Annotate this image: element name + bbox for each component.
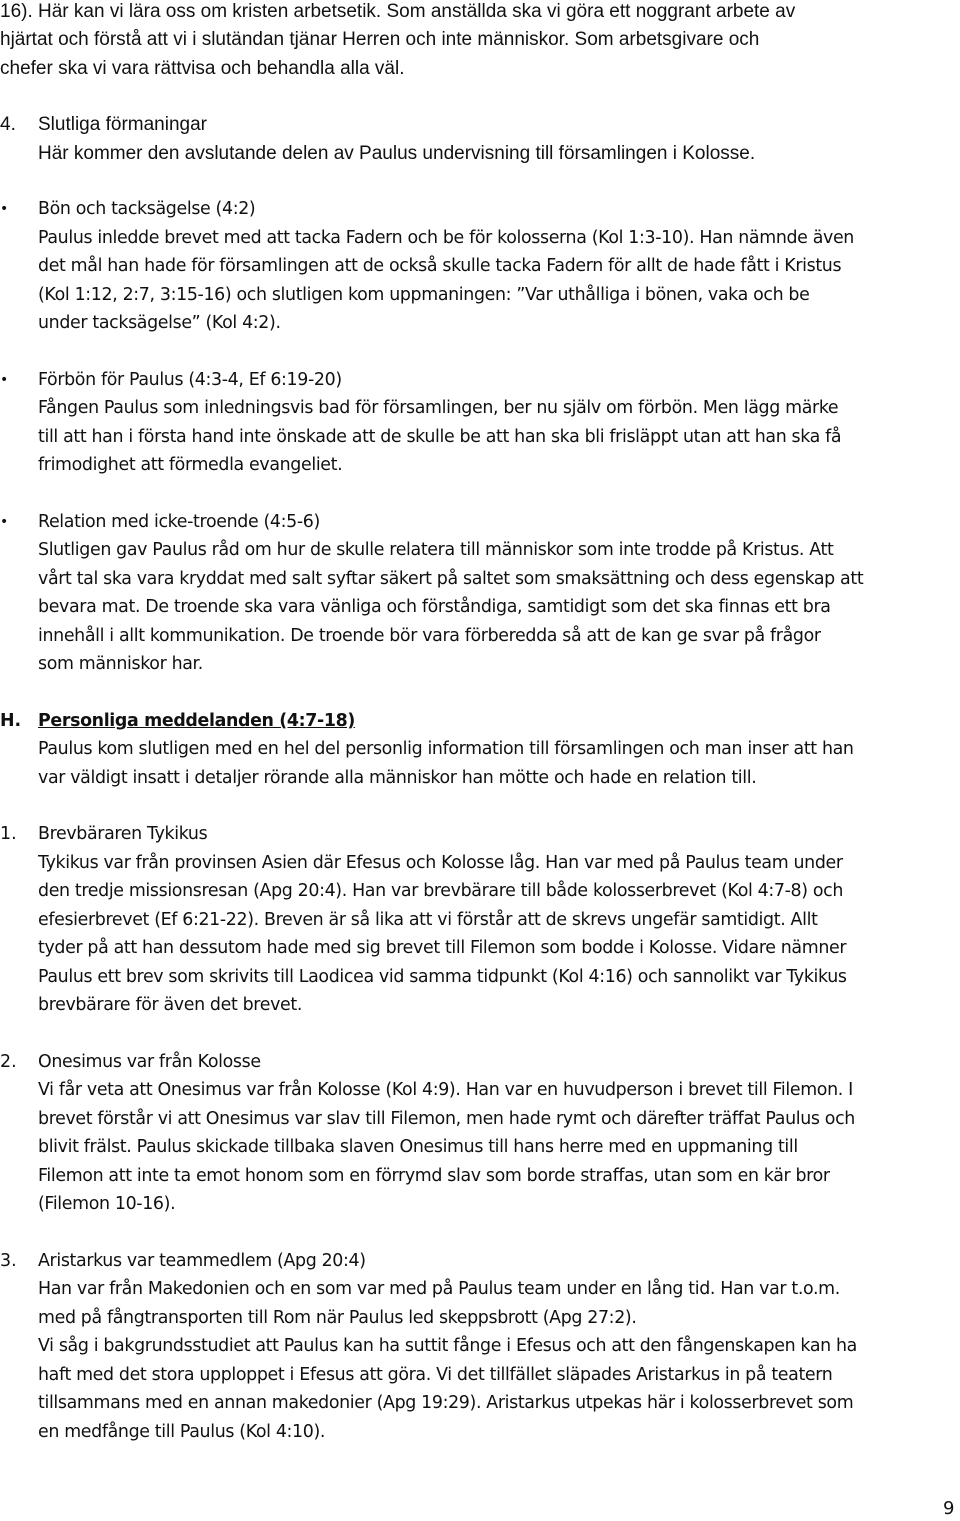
item-line: brevet förstår vi att Onesimus var slav till Filemon, men hade rymt och därefter träffat Paulus och: [38, 1109, 855, 1129]
bullet-title: Bön och tacksägelse (4:2): [38, 199, 256, 219]
item-title: Aristarkus var teammedlem (Apg 20:4): [38, 1251, 366, 1271]
section-h-letter: H.: [0, 711, 22, 731]
bullet-line: det mål han hade för församlingen att de också skulle tacka Fadern för allt de hade fått i Kristus: [38, 256, 842, 276]
item-line: Han var från Makedonien och en som var med på Paulus team under en lång tid. Han var t.o.m.: [38, 1279, 840, 1299]
bullet-line: (Kol 1:12, 2:7, 3:15-16) och slutligen kom uppmaningen: ”Var uthålliga i bönen, vaka och be: [38, 285, 810, 305]
bullet-line: som människor har.: [38, 654, 203, 674]
item-line: den tredje missionsresan (Apg 20:4). Han var brevbärare till både kolosserbrevet (Kol 4:7-8) och: [38, 881, 844, 901]
item-line: efesierbrevet (Ef 6:21-22). Breven är så lika att vi förstår att de skrevs ungefär samtidigt. Allt: [38, 910, 818, 930]
bullet-title: Förbön för Paulus (4:3-4, Ef 6:19-20): [38, 370, 342, 390]
section-h-line: var väldigt insatt i detaljer rörande alla människor han mötte och hade en relation till.: [38, 768, 757, 788]
item-line: blivit frälst. Paulus skickade tillbaka slaven Onesimus till hans herre med en uppmaning till: [38, 1137, 798, 1157]
bullet-line: under tacksägelse” (Kol 4:2).: [38, 313, 281, 333]
bullet-line: Paulus inledde brevet med att tacka Fadern och be för kolosserna (Kol 1:3-10). Han nämnde även: [38, 228, 854, 248]
item-number: 2.: [0, 1052, 17, 1072]
item-number: 1.: [0, 824, 17, 844]
page-number: 9: [943, 1498, 955, 1519]
bullet-line: frimodighet att förmedla evangeliet.: [38, 455, 343, 475]
item-line: brevbärare för även det brevet.: [38, 995, 303, 1015]
section-h-line: Paulus kom slutligen med en hel del personlig information till församlingen och man inser att han: [38, 739, 854, 759]
intro-line: 16). Här kan vi lära oss om kristen arbetsetik. Som anställda ska vi göra ett noggrant arbete av: [0, 1, 796, 22]
item-title: Onesimus var från Kolosse: [38, 1052, 261, 1072]
bullet-icon: •: [0, 372, 9, 388]
bullet-icon: •: [0, 201, 9, 217]
bullet-icon: •: [0, 514, 9, 530]
item-line: tyder på att han dessutom hade med sig brevet till Filemon som bodde i Kolosse. Vidare nämner: [38, 938, 847, 958]
section-4-text: Här kommer den avslutande delen av Paulus undervisning till församlingen i Kolosse.: [38, 143, 756, 164]
item-line: tillsammans med en annan makedonier (Apg 19:29). Aristarkus utpekas här i kolosserbrevet som: [38, 1393, 854, 1413]
bullet-line: innehåll i allt kommunikation. De troende bör vara förberedda så att de kan ge svar på frågor: [38, 626, 821, 646]
bullet-title: Relation med icke-troende (4:5-6): [38, 512, 320, 532]
item-line: haft med det stora upploppet i Efesus att göra. Vi det tillfället släpades Aristarkus in på teatern: [38, 1365, 833, 1385]
bullet-line: Fången Paulus som inledningsvis bad för församlingen, ber nu själv om förbön. Men lägg märke: [38, 398, 839, 418]
item-line: Paulus ett brev som skrivits till Laodicea vid samma tidpunkt (Kol 4:16) och sannolikt var Tykikus: [38, 967, 847, 987]
item-number: 3.: [0, 1251, 17, 1271]
item-line: Filemon att inte ta emot honom som en förrymd slav som borde straffas, utan som en kär bror: [38, 1166, 830, 1186]
bullet-line: till att han i första hand inte önskade att de skulle be att han ska bli frisläppt utan att han ska få: [38, 427, 842, 447]
item-line: med på fångtransporten till Rom när Paulus led skeppsbrott (Apg 27:2).: [38, 1308, 637, 1328]
bullet-line: vårt tal ska vara kryddat med salt syftar säkert på saltet som smaksättning och dess egenskap att: [38, 569, 864, 589]
item-line: en medfånge till Paulus (Kol 4:10).: [38, 1422, 326, 1442]
bullet-line: Slutligen gav Paulus råd om hur de skulle relatera till människor som inte trodde på Kristus. Att: [38, 540, 834, 560]
intro-line: chefer ska vi vara rättvisa och behandla alla väl.: [0, 58, 405, 79]
section-4-title: Slutliga förmaningar: [38, 114, 207, 135]
intro-line: hjärtat och förstå att vi i slutändan tjänar Herren och inte människor. Som arbetsgivare och: [0, 29, 760, 50]
section-h-title: Personliga meddelanden (4:7-18): [38, 711, 355, 731]
bullet-line: bevara mat. De troende ska vara vänliga och förståndiga, samtidigt som det ska finnas ett bra: [38, 597, 831, 617]
item-line: Tykikus var från provinsen Asien där Efesus och Kolosse låg. Han var med på Paulus team under: [38, 853, 843, 873]
item-line: Vi får veta att Onesimus var från Kolosse (Kol 4:9). Han var en huvudperson i brevet till Filemon. I: [38, 1080, 853, 1100]
section-4-number: 4.: [0, 114, 16, 135]
item-title: Brevbäraren Tykikus: [38, 824, 208, 844]
item-line: Vi såg i bakgrundsstudiet att Paulus kan ha suttit fånge i Efesus och att den fångenskapen kan ha: [38, 1336, 857, 1356]
item-line: (Filemon 10-16).: [38, 1194, 176, 1214]
